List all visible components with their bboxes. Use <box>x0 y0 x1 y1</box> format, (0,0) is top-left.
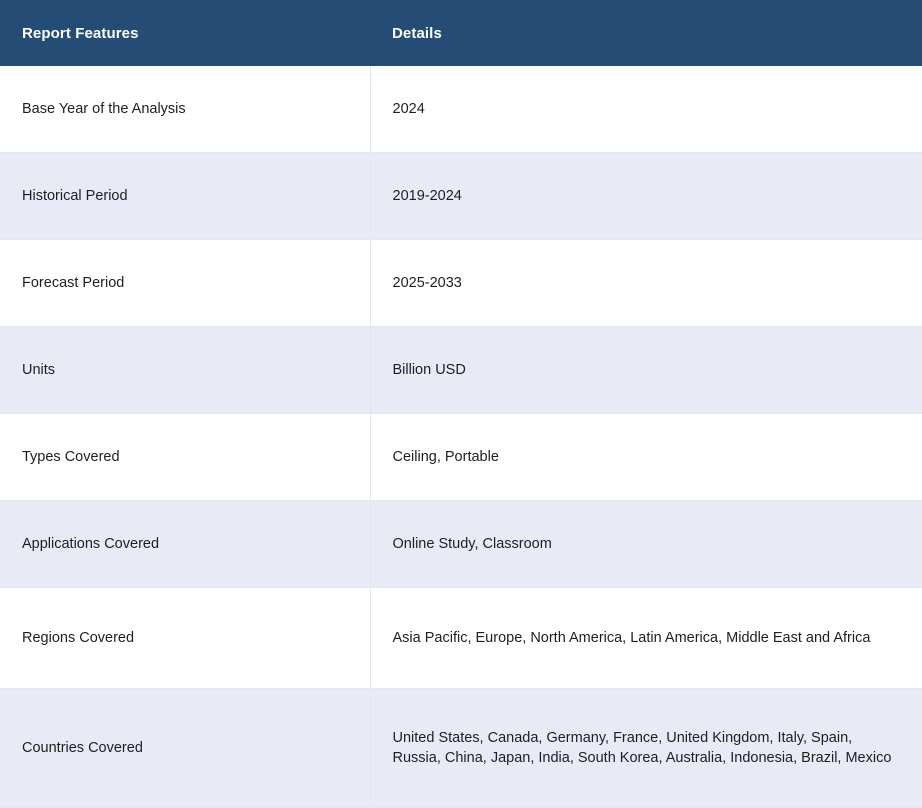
table-row <box>0 588 922 689</box>
table-header-row <box>0 0 922 66</box>
cell-feature: Types Covered <box>0 414 370 501</box>
table-row <box>0 414 922 501</box>
cell-detail: Billion USD <box>370 327 922 414</box>
cell-detail: 2024 <box>370 66 922 153</box>
table-row <box>0 501 922 588</box>
table-row <box>0 327 922 414</box>
column-header-details: Details <box>370 0 922 66</box>
cell-feature: Forecast Period <box>0 240 370 327</box>
cell-feature: Countries Covered <box>0 689 370 808</box>
cell-detail: Asia Pacific, Europe, North America, Latin America, Middle East and Africa <box>370 588 922 689</box>
cell-detail: Online Study, Classroom <box>370 501 922 588</box>
cell-detail: Ceiling, Portable <box>370 414 922 501</box>
cell-feature: Units <box>0 327 370 414</box>
cell-feature: Historical Period <box>0 153 370 240</box>
column-header-report-features: Report Features <box>0 0 370 66</box>
cell-detail: United States, Canada, Germany, France, United Kingdom, Italy, Spain, Russia, China, Japan, India, South Korea, Australia, Indonesia, Brazil, Mexico <box>370 689 922 808</box>
cell-detail: 2025-2033 <box>370 240 922 327</box>
table-row <box>0 66 922 153</box>
table-row <box>0 240 922 327</box>
table-header <box>0 0 922 66</box>
table-row <box>0 689 922 808</box>
cell-feature: Applications Covered <box>0 501 370 588</box>
table-body <box>0 66 922 808</box>
cell-detail: 2019-2024 <box>370 153 922 240</box>
cell-feature: Base Year of the Analysis <box>0 66 370 153</box>
cell-feature: Regions Covered <box>0 588 370 689</box>
table-row <box>0 153 922 240</box>
